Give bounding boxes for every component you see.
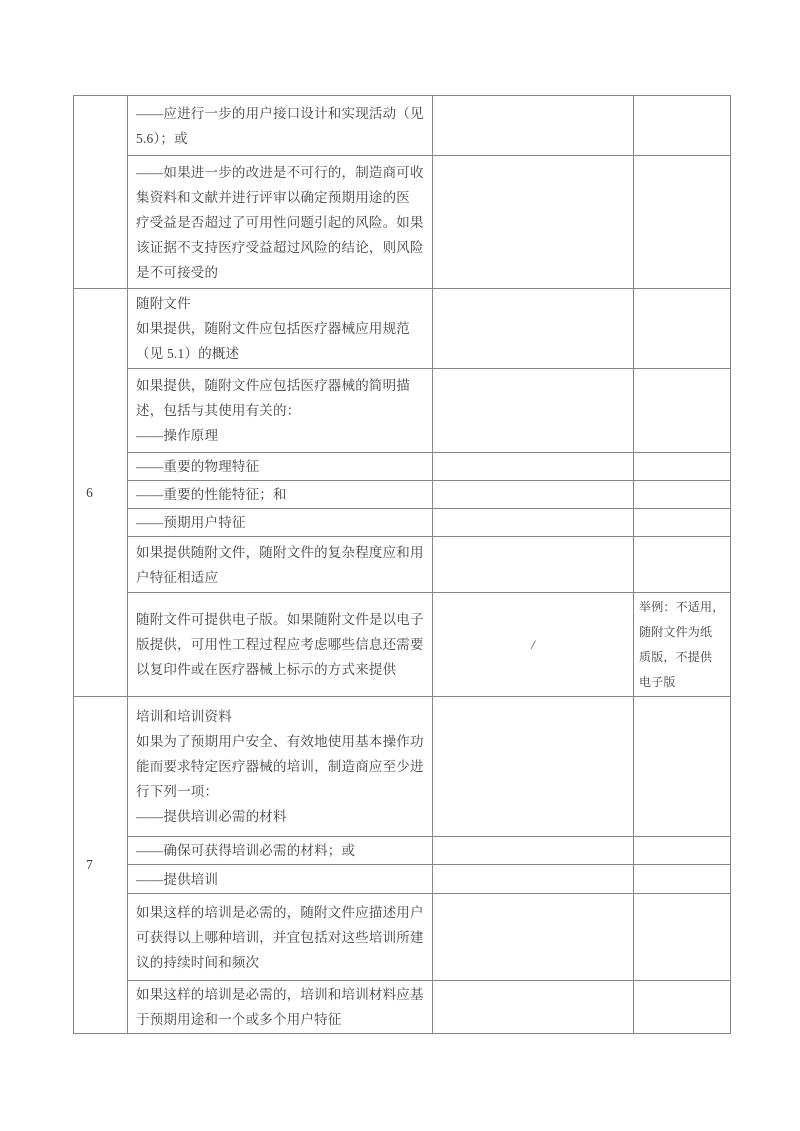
status-cell [433, 697, 634, 837]
section-number-cell: 7 [74, 697, 128, 1034]
requirement-cell: 如果这样的培训是必需的，培训和培训材料应基 于预期用途和一个或多个用户特征 [128, 981, 433, 1034]
requirement-cell: ——如果进一步的改进是不可行的，制造商可收 集资料和文献并进行评审以确定预期用途的医 疗受益是否超过了可用性问题引起的风险。如果 该证据不支持医疗受益超过风险的结论，则风险 是不可接受的 [128, 156, 433, 289]
requirement-cell: ——重要的物理特征 [128, 453, 433, 481]
status-slash-cell: / [433, 593, 634, 697]
status-cell [433, 96, 634, 156]
requirement-cell: 如果这样的培训是必需的，随附文件应描述用户 可获得以上哪种培训，并宜包括对这些培训所建 议的持续时间和频次 [128, 894, 433, 981]
requirement-cell: 随附文件可提供电子版。如果随附文件是以电子 版提供，可用性工程过程应考虑哪些信息还需要 以复印件或在医疗器械上标示的方式来提供 [128, 593, 433, 697]
remark-cell [634, 981, 731, 1034]
status-cell [433, 894, 634, 981]
section-number-cell: 6 [74, 289, 128, 697]
requirement-cell: ——预期用户特征 [128, 509, 433, 537]
requirement-cell: ——应进行一步的用户接口设计和实现活动（见 5.6）；或 [128, 96, 433, 156]
requirement-cell: 培训和培训资料 如果为了预期用户安全、有效地使用基本操作功 能而要求特定医疗器械的培训，制造商应至少进 行下列一项： ——提供培训必需的材料 [128, 697, 433, 837]
remark-cell [634, 697, 731, 837]
remark-cell [634, 837, 731, 865]
status-cell [433, 369, 634, 453]
requirement-cell: 随附文件 如果提供，随附文件应包括医疗器械应用规范 （见 5.1）的概述 [128, 289, 433, 369]
requirement-cell: ——提供培训 [128, 865, 433, 894]
status-cell [433, 453, 634, 481]
remark-cell [634, 865, 731, 894]
table-row [74, 981, 731, 1034]
table-row [74, 96, 731, 156]
table-row [74, 481, 731, 509]
remark-cell [634, 289, 731, 369]
table-row [74, 537, 731, 593]
remark-cell [634, 537, 731, 593]
table-row [74, 697, 731, 837]
requirement-cell: 如果提供随附文件，随附文件的复杂程度应和用 户特征相适应 [128, 537, 433, 593]
table-row [74, 156, 731, 289]
status-cell [433, 981, 634, 1034]
remark-cell [634, 369, 731, 453]
remark-cell [634, 156, 731, 289]
remark-cell [634, 481, 731, 509]
requirement-cell: ——重要的性能特征；和 [128, 481, 433, 509]
section-number-cell [74, 96, 128, 289]
table-row [74, 837, 731, 865]
status-cell [433, 865, 634, 894]
requirement-cell: ——确保可获得培训必需的材料；或 [128, 837, 433, 865]
table-row [74, 593, 731, 697]
requirement-cell: 如果提供，随附文件应包括医疗器械的简明描 述，包括与其使用有关的： ——操作原理 [128, 369, 433, 453]
table-row [74, 369, 731, 453]
status-cell [433, 537, 634, 593]
table-row [74, 865, 731, 894]
table-row [74, 509, 731, 537]
remark-cell [634, 96, 731, 156]
table-row [74, 289, 731, 369]
status-cell [433, 509, 634, 537]
status-cell [433, 156, 634, 289]
status-cell [433, 289, 634, 369]
table-row [74, 453, 731, 481]
remark-cell [634, 453, 731, 481]
remark-example-cell: 举例：不适用， 随附文件为纸 质版，不提供 电子版 [634, 593, 731, 697]
status-cell [433, 481, 634, 509]
table-row [74, 894, 731, 981]
usability-checklist-table [73, 95, 731, 1034]
remark-cell [634, 894, 731, 981]
remark-cell [634, 509, 731, 537]
status-cell [433, 837, 634, 865]
